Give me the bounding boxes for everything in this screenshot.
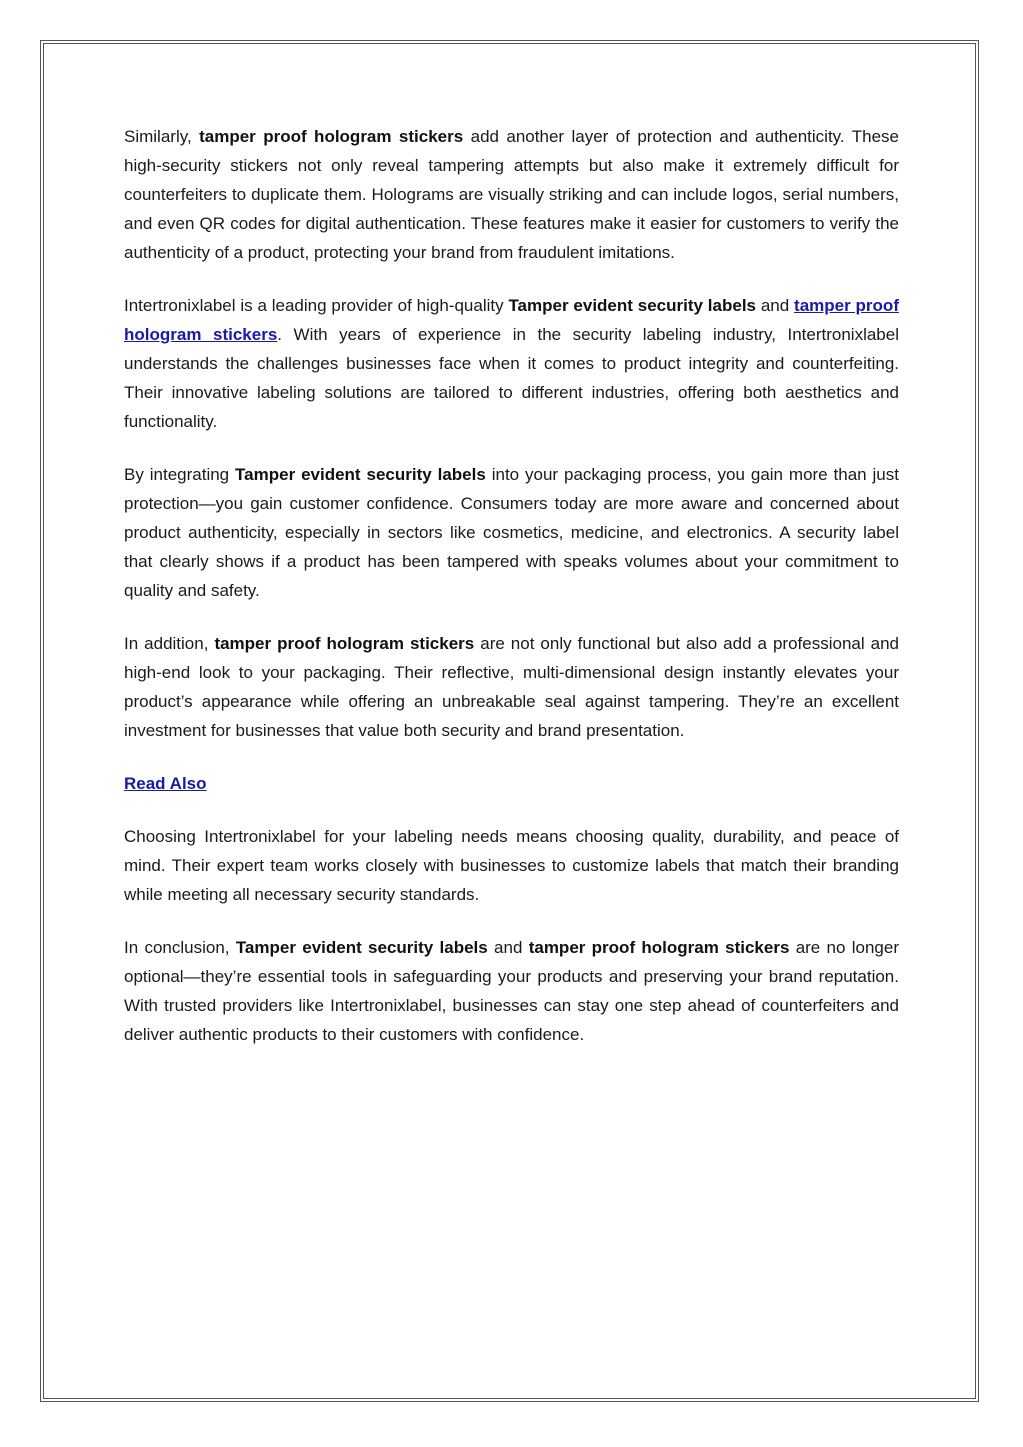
paragraph-1	[124, 122, 899, 267]
read-also-paragraph	[124, 769, 899, 798]
p2-text-3: . With years of experience in the security labeling industry, Intertronixlabel understands the challenges businesses face when it comes to product integrity and counterfeiting. Their innovative labeling solutions are tailored to different industries, offering both aesthetics and functionality.	[124, 325, 899, 431]
p4-bold-1: tamper proof hologram stickers	[214, 634, 475, 653]
p4-text-1: In addition,	[124, 634, 215, 653]
p2-text-2: and	[756, 296, 795, 315]
p6-bold-2: tamper proof hologram stickers	[528, 938, 790, 957]
p2-bold-1: Tamper evident security labels	[508, 296, 756, 315]
p3-bold-1: Tamper evident security labels	[235, 465, 486, 484]
read-also-link[interactable]: Read Also	[124, 774, 207, 793]
p1-text-1: Similarly,	[124, 127, 200, 146]
paragraph-4	[124, 629, 899, 745]
p3-text-2: into your packaging process, you gain more than just protection—you gain customer confidence. Consumers today are more aware and concerned about product authenticity, especially in sectors like cosmetics, medicine, and electronics. A security label that clearly shows if a product has been tampered with speaks volumes about your commitment to quality and safety.	[124, 465, 899, 600]
paragraph-6	[124, 933, 899, 1049]
p6-text-1: In conclusion,	[124, 938, 236, 957]
hologram-stickers-link[interactable]: tamper proof hologram stickers	[124, 296, 899, 344]
p4-text-2: are not only functional but also add a professional and high-end look to your packaging. Their reflective, multi-dimensional design instantly elevates your product’s appearance while offering an unbreakable seal against tampering. They’re an excellent investment for businesses that value both security and brand presentation.	[124, 634, 899, 740]
p1-text-2: add another layer of protection and authenticity. These high-security stickers not only reveal tampering attempts but also make it extremely difficult for counterfeiters to duplicate them. Holograms are visually striking and can include logos, serial numbers, and even QR codes for digital authentication. These features make it easier for customers to verify the authenticity of a product, protecting your brand from fraudulent imitations.	[124, 127, 899, 262]
p5-text-1: Choosing Intertronixlabel for your labeling needs means choosing quality, durability, and peace of mind. Their expert team works closely with businesses to customize labels that match their branding while meeting all necessary security standards.	[124, 827, 899, 904]
paragraph-2	[124, 291, 899, 436]
p3-text-1: By integrating	[124, 465, 236, 484]
paragraph-3	[124, 460, 899, 605]
p1-bold-1: tamper proof hologram stickers	[199, 127, 464, 146]
p6-text-2: and	[487, 938, 529, 957]
p6-bold-1: Tamper evident security labels	[235, 938, 488, 957]
document-body	[124, 122, 899, 1073]
p6-text-3: are no longer optional—they’re essential tools in safeguarding your products and preserving your brand reputation. With trusted providers like Intertronixlabel, businesses can stay one step ahead of counterfeiters and deliver authentic products to their customers with confidence.	[124, 938, 900, 1044]
paragraph-5	[124, 822, 899, 909]
p2-text-1: Intertronixlabel is a leading provider of high-quality	[124, 296, 509, 315]
